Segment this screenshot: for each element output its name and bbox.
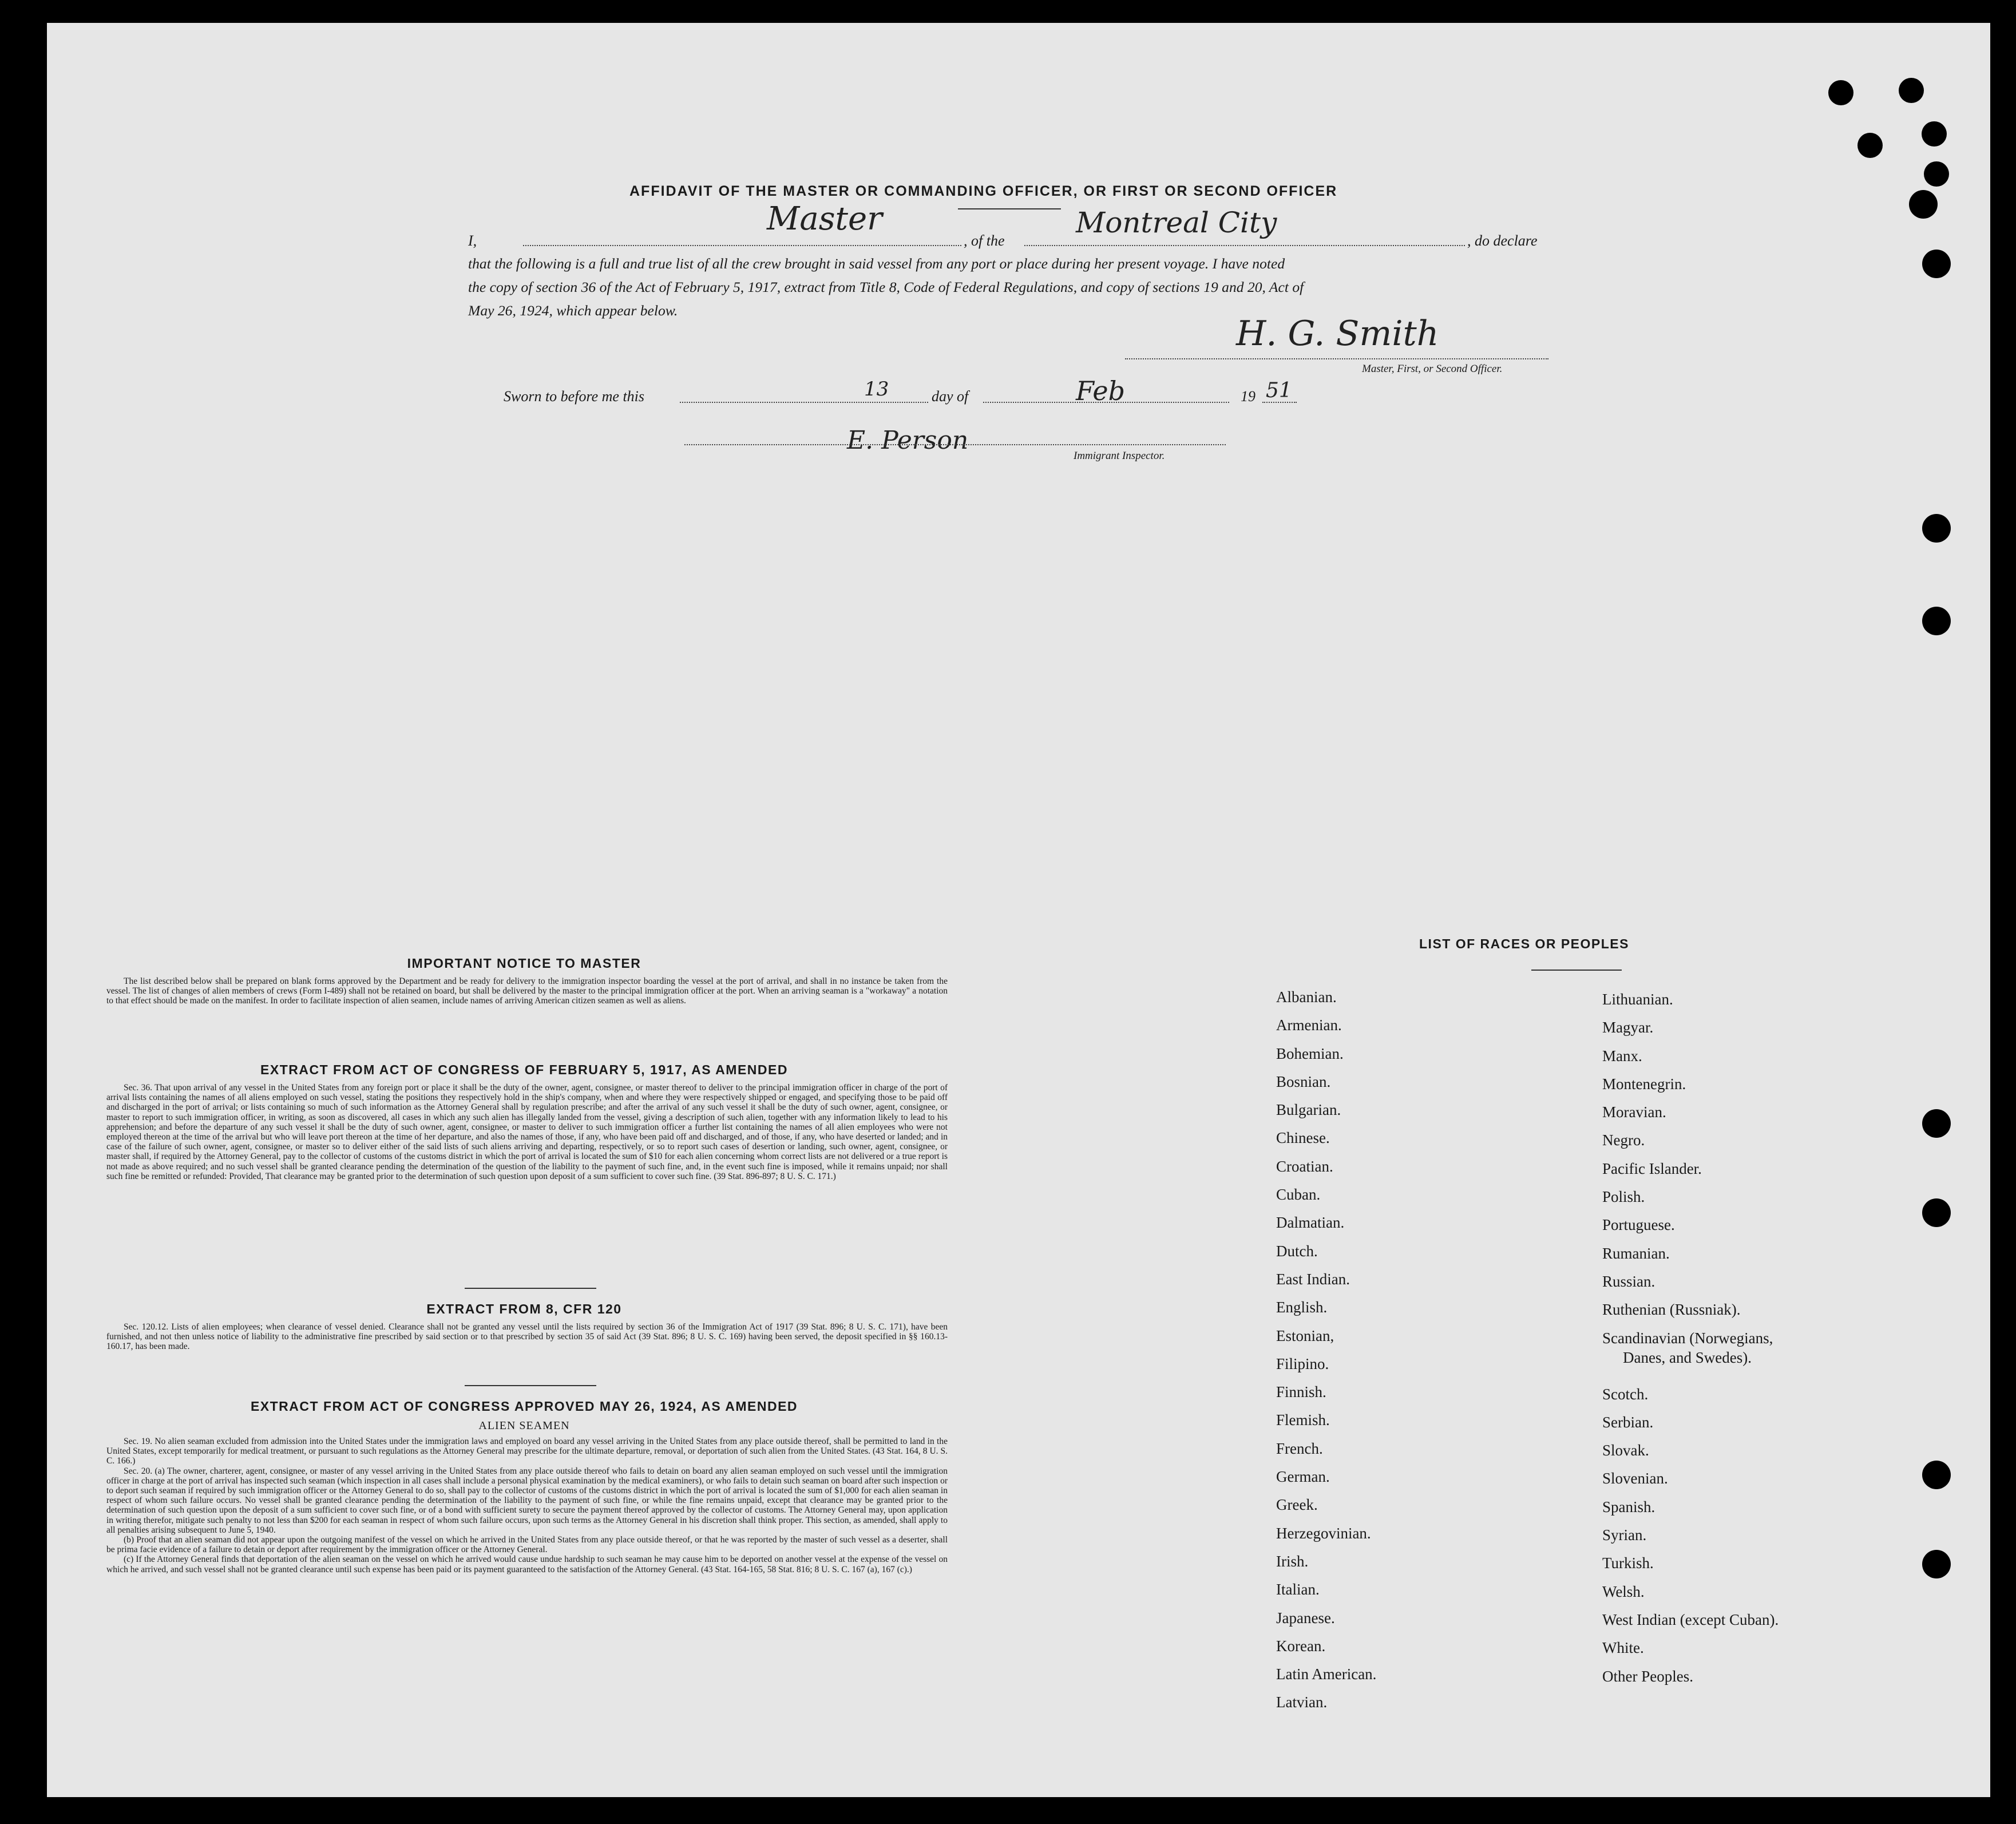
- extract-cfr-heading: EXTRACT FROM 8, CFR 120: [426, 1301, 622, 1316]
- master-signature: H. G. Smith: [1236, 314, 1439, 354]
- race-item: Negro.: [1602, 1131, 1645, 1149]
- race-item: Portuguese.: [1602, 1216, 1675, 1234]
- race-item: Polish.: [1602, 1188, 1645, 1206]
- race-item: Finnish.: [1276, 1383, 1326, 1401]
- race-item: Scotch.: [1602, 1385, 1649, 1403]
- master-handwritten: Master: [767, 200, 882, 238]
- race-item: Armenian.: [1276, 1016, 1342, 1034]
- notice-paragraph: The list described below shall be prepared on blank forms approved by the Department and be ready for delivery to the immigration inspector boarding the vessel at the port of arrival, and shall in no instance be taken from the vessel. The list of changes of alien members of crews (Form I-489) shall not be retained on board, but shall be delivered by the master to the principal immigration officer at the port. When an arriving seaman is a "workaway" a notation to that effect should be made on the manifest. In order to facilitate inspection of alien seamen, include names of arriving American citizen seamen as well as aliens.: [106, 976, 948, 1006]
- month-handwritten: Feb: [1076, 375, 1126, 406]
- race-item: Slovak.: [1602, 1442, 1649, 1459]
- affidavit-title: AFFIDAVIT OF THE MASTER OR COMMANDING OFFICER, OR FIRST OR SECOND OFFICER: [629, 183, 1338, 199]
- year-prefix: 19: [1241, 388, 1255, 405]
- race-item: Lithuanian.: [1602, 991, 1673, 1008]
- punch-hole: [1922, 1461, 1951, 1489]
- race-item: Dutch.: [1276, 1242, 1318, 1260]
- punch-hole: [1922, 1550, 1951, 1578]
- day-field[interactable]: [680, 402, 928, 403]
- punch-hole: [1899, 78, 1924, 103]
- year-handwritten: 51: [1266, 379, 1292, 402]
- extract-1917-heading: EXTRACT FROM ACT OF CONGRESS OF FEBRUARY 5, 1917, AS AMENDED: [260, 1062, 788, 1077]
- punch-hole: [1922, 121, 1947, 147]
- race-item: Magyar.: [1602, 1019, 1654, 1036]
- race-item: English.: [1276, 1299, 1328, 1316]
- title-divider: [958, 208, 1061, 209]
- punch-hole: [1909, 190, 1938, 219]
- sec-20c-paragraph: (c) If the Attorney General finds that deportation of the alien seaman on the vessel on which he arrived would cause undue hardship to such seaman he may cause him to be deported on another vessel at the expense of the vessel on which he arrived, and such vessel shall not be granted clearance until such expense has been paid or its payment guaranteed to the satisfaction of the Attorney General. (43 Stat. 164-165, 58 Stat. 816; 8 U. S. C. 167 (a), 167 (c).): [106, 1554, 948, 1574]
- race-item: Latvian.: [1276, 1694, 1328, 1711]
- inspector-signature: E. Person: [847, 426, 969, 455]
- master-field[interactable]: [523, 245, 961, 246]
- race-item: Moravian.: [1602, 1103, 1666, 1121]
- race-item: Pacific Islander.: [1602, 1160, 1702, 1177]
- race-item: Spanish.: [1602, 1498, 1655, 1516]
- punch-hole: [1922, 1198, 1951, 1227]
- extract-1917-text: [106, 1083, 948, 1181]
- race-item: Albanian.: [1276, 988, 1337, 1006]
- races-left-column: [1276, 983, 1376, 1717]
- race-item: White.: [1602, 1639, 1644, 1657]
- race-item: Russian.: [1602, 1272, 1655, 1290]
- race-item: Scandinavian (Norwegians,: [1602, 1329, 1773, 1347]
- race-item: Croatian.: [1276, 1157, 1333, 1175]
- race-item: Montenegrin.: [1602, 1075, 1686, 1093]
- punch-hole: [1922, 514, 1951, 543]
- declare-label: , do declare: [1467, 232, 1538, 249]
- race-item: Ruthenian (Russniak).: [1602, 1301, 1741, 1319]
- race-item: Welsh.: [1602, 1582, 1645, 1600]
- punch-hole: [1828, 80, 1853, 105]
- races-divider: [1531, 970, 1622, 971]
- race-item: Dalmatian.: [1276, 1214, 1345, 1232]
- vessel-handwritten: Montreal City: [1076, 206, 1277, 239]
- affidavit-body-line3: May 26, 1924, which appear below.: [468, 302, 678, 319]
- extract-1917-paragraph: Sec. 36. That upon arrival of any vessel in the United States from any foreign port or place it shall be the duty of the owner, agent, consignee, or master thereof to deliver to the principal immigration officer in charge of the port of arrival lists containing the names of all aliens employed on such vessel, stating the positions they respectively hold in the ship's company, when and where they were respectively shipped or engaged, and specifying those to be paid off and discharged in the port of arrival; or lists containing so much of such information as the Attorney General shall by regulation prescribe; and after the arrival of any such vessel it shall be the duty of such owner, agent, consignee, or master to report to such immigration officer, in writing, as soon as discovered, all cases in which any such alien has illegally landed from the vessel, giving a description of such alien, together with any information likely to lead to his apprehension; and before the departure of any such vessel it shall be the duty of such owner, agent, consignee, or master to deliver to such immigration officer a further list containing the names of all alien employees who were not employed thereon at the time of the arrival but who will leave port thereon at the time of her departure, and also the names of those, if any, who have been paid off and discharged, and of those, if any, who have deserted or landed; and in case of the failure of such owner, agent, consignee, or master so to deliver either of the said lists of such aliens arriving and departing, respectively, or so to report such cases of desertion or landing, such owner, agent, consignee, or master shall, if required by the Attorney General, pay to the collector of customs of the customs district in which the port of arrival is located the sum of $10 for each alien concerning whom correct lists are not delivered or a true report is not made as above required; and no such vessel shall be granted clearance pending the determination of the question of the liability to the payment of such fine, and, in the event such fine is imposed, while it remains unpaid; nor shall such fine be remitted or refunded: Provided, That clearance may be granted prior to the determination of such question upon deposit of a sum sufficient to cover such fine. (39 Stat. 896-897; 8 U. S. C. 171.): [106, 1083, 948, 1181]
- i-label: I,: [468, 232, 477, 249]
- race-item: Manx.: [1602, 1047, 1642, 1065]
- race-item: Filipino.: [1276, 1355, 1329, 1372]
- of-the-label: , of the: [964, 232, 1005, 249]
- section-divider: [465, 1385, 596, 1386]
- day-of-label: day of: [932, 388, 969, 405]
- race-item: Chinese.: [1276, 1129, 1330, 1147]
- punch-hole: [1922, 250, 1951, 278]
- extract-cfr-paragraph: Sec. 120.12. Lists of alien employees; when clearance of vessel denied. Clearance shall not be granted any vessel until the lists required by section 36 of the Immigration Act of 1917 (39 Stat. 896; 8 U. S. C. 171), have been furnished, and not then unless notice of liability to the administrative fine prescribed by said section or to that prescribed by section 35 of said Act (39 Stat. 896; 8 U. S. C. 169) having been served, the deposit specified in §§ 160.13-160.17, has been made.: [106, 1322, 948, 1352]
- race-item: Other Peoples.: [1602, 1667, 1693, 1685]
- sworn-label: Sworn to before me this: [504, 388, 645, 405]
- race-item: French.: [1276, 1439, 1323, 1457]
- races-right-column: [1602, 986, 1779, 1691]
- notice-heading: IMPORTANT NOTICE TO MASTER: [407, 956, 641, 971]
- inspector-signature-line: [684, 444, 1226, 445]
- races-heading: LIST OF RACES OR PEOPLES: [1419, 936, 1629, 951]
- race-item: Danes, and Swedes).: [1623, 1348, 1752, 1366]
- notice-text: [106, 976, 948, 1006]
- extract-1924-heading: EXTRACT FROM ACT OF CONGRESS APPROVED MAY 26, 1924, AS AMENDED: [250, 1399, 798, 1414]
- race-item: Japanese.: [1276, 1609, 1335, 1627]
- affidavit-body-line1: that the following is a full and true list of all the crew brought in said vessel from any port or place during her present voyage. I have noted: [468, 255, 1285, 272]
- punch-hole: [1922, 1109, 1951, 1138]
- day-handwritten: 13: [864, 378, 889, 401]
- punch-hole: [1924, 161, 1949, 187]
- race-item: Irish.: [1276, 1552, 1309, 1570]
- race-item: Syrian.: [1602, 1526, 1647, 1544]
- punch-hole: [1857, 133, 1883, 158]
- signature-line: [1125, 358, 1548, 359]
- race-item: Italian.: [1276, 1581, 1320, 1599]
- affidavit-body-line2: the copy of section 36 of the Act of February 5, 1917, extract from Title 8, Code of Federal Regulations, and copy of sections 19 and 20, Act of: [468, 279, 1304, 295]
- race-item: Bosnian.: [1276, 1073, 1331, 1090]
- race-item: German.: [1276, 1468, 1330, 1486]
- signature-caption: Master, First, or Second Officer.: [1362, 363, 1503, 375]
- extract-cfr-text: [106, 1322, 948, 1352]
- race-item: Greek.: [1276, 1496, 1318, 1514]
- race-item: Serbian.: [1602, 1413, 1654, 1431]
- sec-20a-paragraph: Sec. 20. (a) The owner, charterer, agent, consignee, or master of any vessel arriving in the United States from any place outside thereof who fails to detain on board any alien seaman employed on such vessel until the immigration officer in charge at the port of arrival has inspected such seaman (which inspection in all cases shall include a personal physical examination by the medical examiners), or who fails to detain such seaman on board after such inspection or to deport such seaman if required by such immigration officer or the Attorney General to do so, shall pay to the collector of customs of the customs district in which the port of arrival is located the sum of $1,000 for each alien seaman in respect of whom such failure occurs. No vessel shall be granted clearance pending the determination of the liability to the payment of such fine, or while the fine remains unpaid, except that clearance may be granted prior to the determination of such question upon the deposit of a sum sufficient to cover such fine, or of a bond with sufficient surety to secure the payment thereof approved by the collector of customs. The Attorney General may, upon application in writing therefor, mitigate such penalty to not less than $200 for each seaman in respect of whom such failure occurs, upon such terms as the Attorney General in his discretion shall think proper. This section, as amended, shall apply to all penalties arising subsequent to June 5, 1940.: [106, 1466, 948, 1535]
- race-item: Latin American.: [1276, 1665, 1377, 1683]
- race-item: Rumanian.: [1602, 1244, 1670, 1262]
- race-item: Turkish.: [1602, 1554, 1654, 1572]
- vessel-field[interactable]: [1024, 245, 1465, 246]
- sec-19-paragraph: Sec. 19. No alien seaman excluded from admission into the United States under the immigration laws and employed on board any vessel arriving in the United States from any place outside thereof, shall be permitted to land in the United States, except temporarily for medical treatment, or pursuant to such regulations as the Attorney General may prescribe for the ultimate departure, removal, or deportation of such alien from the United States. (43 Stat. 164, 8 U. S. C. 166.): [106, 1437, 948, 1466]
- alien-seamen-subheading: ALIEN SEAMEN: [478, 1419, 570, 1432]
- race-item: Slovenian.: [1602, 1470, 1668, 1487]
- race-item: Estonian,: [1276, 1327, 1334, 1344]
- race-item: Bulgarian.: [1276, 1101, 1341, 1119]
- inspector-caption: Immigrant Inspector.: [1074, 450, 1165, 462]
- race-item: Bohemian.: [1276, 1044, 1344, 1062]
- race-item: Cuban.: [1276, 1186, 1321, 1204]
- sec-20b-paragraph: (b) Proof that an alien seaman did not appear upon the outgoing manifest of the vessel on which he arrived in the United States from any place outside thereof, or that he was reported by the master of such vessel as a deserter, shall be prima facie evidence of a failure to detain or deport after requirement by the immigration officer or the Attorney General.: [106, 1535, 948, 1555]
- race-item: East Indian.: [1276, 1270, 1350, 1288]
- race-item: Herzegovinian.: [1276, 1524, 1371, 1542]
- race-item: West Indian (except Cuban).: [1602, 1611, 1779, 1628]
- race-item: Flemish.: [1276, 1411, 1330, 1429]
- section-divider: [465, 1288, 596, 1289]
- race-item: Korean.: [1276, 1637, 1326, 1655]
- punch-hole: [1922, 607, 1951, 635]
- extract-1924-text: [106, 1437, 948, 1574]
